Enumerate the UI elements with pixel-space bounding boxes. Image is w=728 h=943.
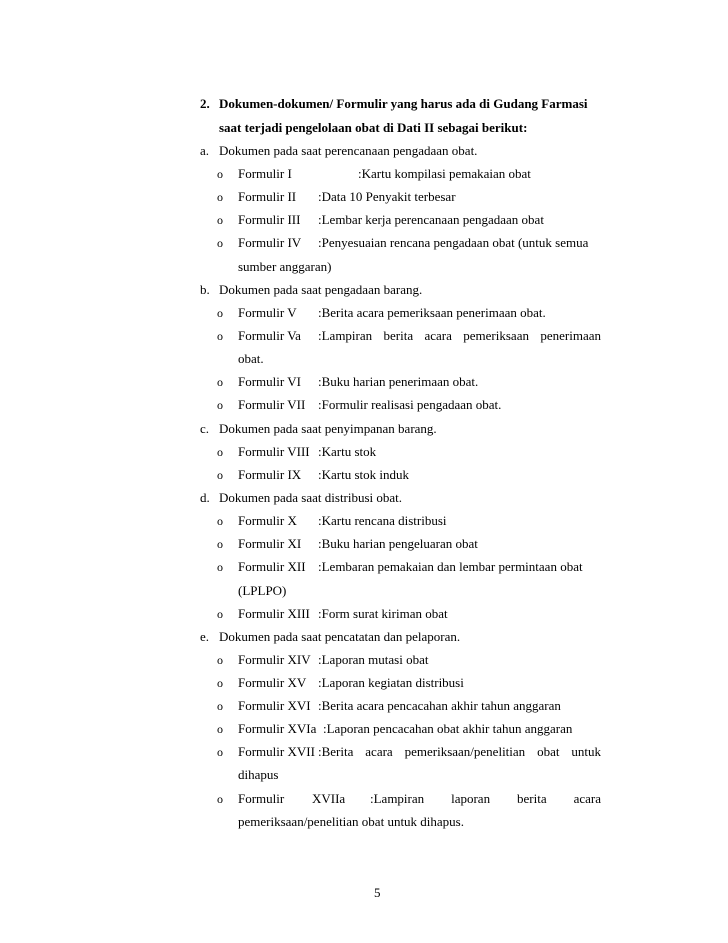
formulir-desc: :Laporan pencacahan obat akhir tahun anggaran bbox=[323, 721, 573, 736]
formulir-desc: :Kartu stok bbox=[318, 444, 377, 459]
section-marker-b: b. bbox=[200, 282, 210, 297]
formulir-desc: :Laporan kegiatan distribusi bbox=[318, 675, 464, 690]
formulir-name: Formulir XVII bbox=[238, 744, 315, 759]
formulir-desc: :Data 10 Penyakit terbesar bbox=[318, 189, 456, 204]
formulir-desc: :Buku harian pengeluaran obat bbox=[318, 536, 478, 551]
section-marker-d: d. bbox=[200, 490, 210, 505]
formulir-desc: :Formulir realisasi pengadaan obat. bbox=[318, 397, 502, 412]
formulir-name: Formulir VII bbox=[238, 397, 306, 412]
bullet-icon: o bbox=[217, 306, 223, 320]
formulir-name: Formulir IV bbox=[238, 235, 302, 250]
section-title-e: Dokumen pada saat pencatatan dan pelaporan. bbox=[219, 629, 461, 644]
bullet-icon: o bbox=[217, 329, 223, 343]
bullet-icon: o bbox=[217, 514, 223, 528]
formulir-name: Formulir VI bbox=[238, 374, 301, 389]
section-title-b: Dokumen pada saat pengadaan barang. bbox=[219, 282, 423, 297]
bullet-icon: o bbox=[217, 375, 223, 389]
bullet-icon: o bbox=[217, 236, 223, 250]
formulir-name: Formulir XV bbox=[238, 675, 307, 690]
bullet-icon: o bbox=[217, 213, 223, 227]
bullet-icon: o bbox=[217, 190, 223, 204]
section-marker-e: e. bbox=[200, 629, 210, 644]
formulir-desc: :Lembar kerja perencanaan pengadaan obat bbox=[318, 212, 544, 227]
formulir-desc: :Berita acara pencacahan akhir tahun anggaran bbox=[318, 698, 561, 713]
formulir-name: Formulir II bbox=[238, 189, 297, 204]
formulir-desc: :Kartu stok induk bbox=[318, 467, 409, 482]
bullet-icon: o bbox=[217, 722, 223, 736]
section-title-d: Dokumen pada saat distribusi obat. bbox=[219, 490, 403, 505]
formulir-name: Formulir XVI bbox=[238, 698, 311, 713]
formulir-name: Formulir Va bbox=[238, 328, 301, 343]
bullet-icon: o bbox=[217, 560, 223, 574]
bullet-icon: o bbox=[217, 445, 223, 459]
formulir-desc-continued: dihapus bbox=[238, 767, 279, 782]
formulir-name: Formulir IX bbox=[238, 467, 302, 482]
formulir-name: Formulir I bbox=[238, 166, 292, 181]
bullet-icon: o bbox=[217, 699, 223, 713]
formulir-desc: :Lampiran laporan berita acara bbox=[370, 791, 601, 806]
section-title-c: Dokumen pada saat penyimpanan barang. bbox=[219, 421, 437, 436]
bullet-icon: o bbox=[217, 745, 223, 759]
formulir-name: Formulir V bbox=[238, 305, 297, 320]
bullet-icon: o bbox=[217, 167, 223, 181]
formulir-name: Formulir X bbox=[238, 513, 297, 528]
formulir-desc-continued: obat. bbox=[238, 351, 264, 366]
section-marker-c: c. bbox=[200, 421, 210, 436]
bullet-icon: o bbox=[217, 792, 223, 806]
formulir-desc: :Form surat kiriman obat bbox=[318, 606, 448, 621]
formulir-desc: :Buku harian penerimaan obat. bbox=[318, 374, 479, 389]
formulir-desc-continued: (LPLPO) bbox=[238, 583, 287, 598]
formulir-name: Formulir XII bbox=[238, 559, 306, 574]
formulir-desc-continued: sumber anggaran) bbox=[238, 259, 332, 274]
formulir-desc: :Kartu rencana distribusi bbox=[318, 513, 447, 528]
page-number: 5 bbox=[374, 885, 381, 900]
bullet-icon: o bbox=[217, 653, 223, 667]
heading-number: 2. bbox=[200, 96, 210, 111]
heading-line-1: Dokumen-dokumen/ Formulir yang harus ada di Gudang Farmasi bbox=[219, 96, 588, 111]
formulir-name: Formulir XIII bbox=[238, 606, 310, 621]
formulir-desc: :Laporan mutasi obat bbox=[318, 652, 429, 667]
bullet-icon: o bbox=[217, 398, 223, 412]
formulir-desc: :Penyesuaian rencana pengadaan obat (untuk semua bbox=[318, 235, 589, 250]
formulir-desc: :Lampiran berita acara pemeriksaan penerimaan bbox=[318, 328, 601, 343]
formulir-desc: :Berita acara pemeriksaan/penelitian obat untuk bbox=[318, 744, 601, 759]
formulir-name: Formulir XVIa bbox=[238, 721, 317, 736]
formulir-name: Formulir XIV bbox=[238, 652, 311, 667]
formulir-name: Formulir III bbox=[238, 212, 301, 227]
formulir-desc: :Kartu kompilasi pemakaian obat bbox=[358, 166, 531, 181]
bullet-icon: o bbox=[217, 676, 223, 690]
bullet-icon: o bbox=[217, 607, 223, 621]
formulir-desc-continued: pemeriksaan/penelitian obat untuk dihapus. bbox=[238, 814, 464, 829]
heading-line-2: saat terjadi pengelolaan obat di Dati II sebagai berikut: bbox=[219, 120, 528, 135]
formulir-desc: :Berita acara pemeriksaan penerimaan obat. bbox=[318, 305, 546, 320]
section-marker-a: a. bbox=[200, 143, 210, 158]
bullet-icon: o bbox=[217, 537, 223, 551]
formulir-name: Formulir XI bbox=[238, 536, 302, 551]
formulir-desc: :Lembaran pemakaian dan lembar permintaan obat bbox=[318, 559, 583, 574]
formulir-name: Formulir VIII bbox=[238, 444, 310, 459]
bullet-icon: o bbox=[217, 468, 223, 482]
section-title-a: Dokumen pada saat perencanaan pengadaan obat. bbox=[219, 143, 478, 158]
